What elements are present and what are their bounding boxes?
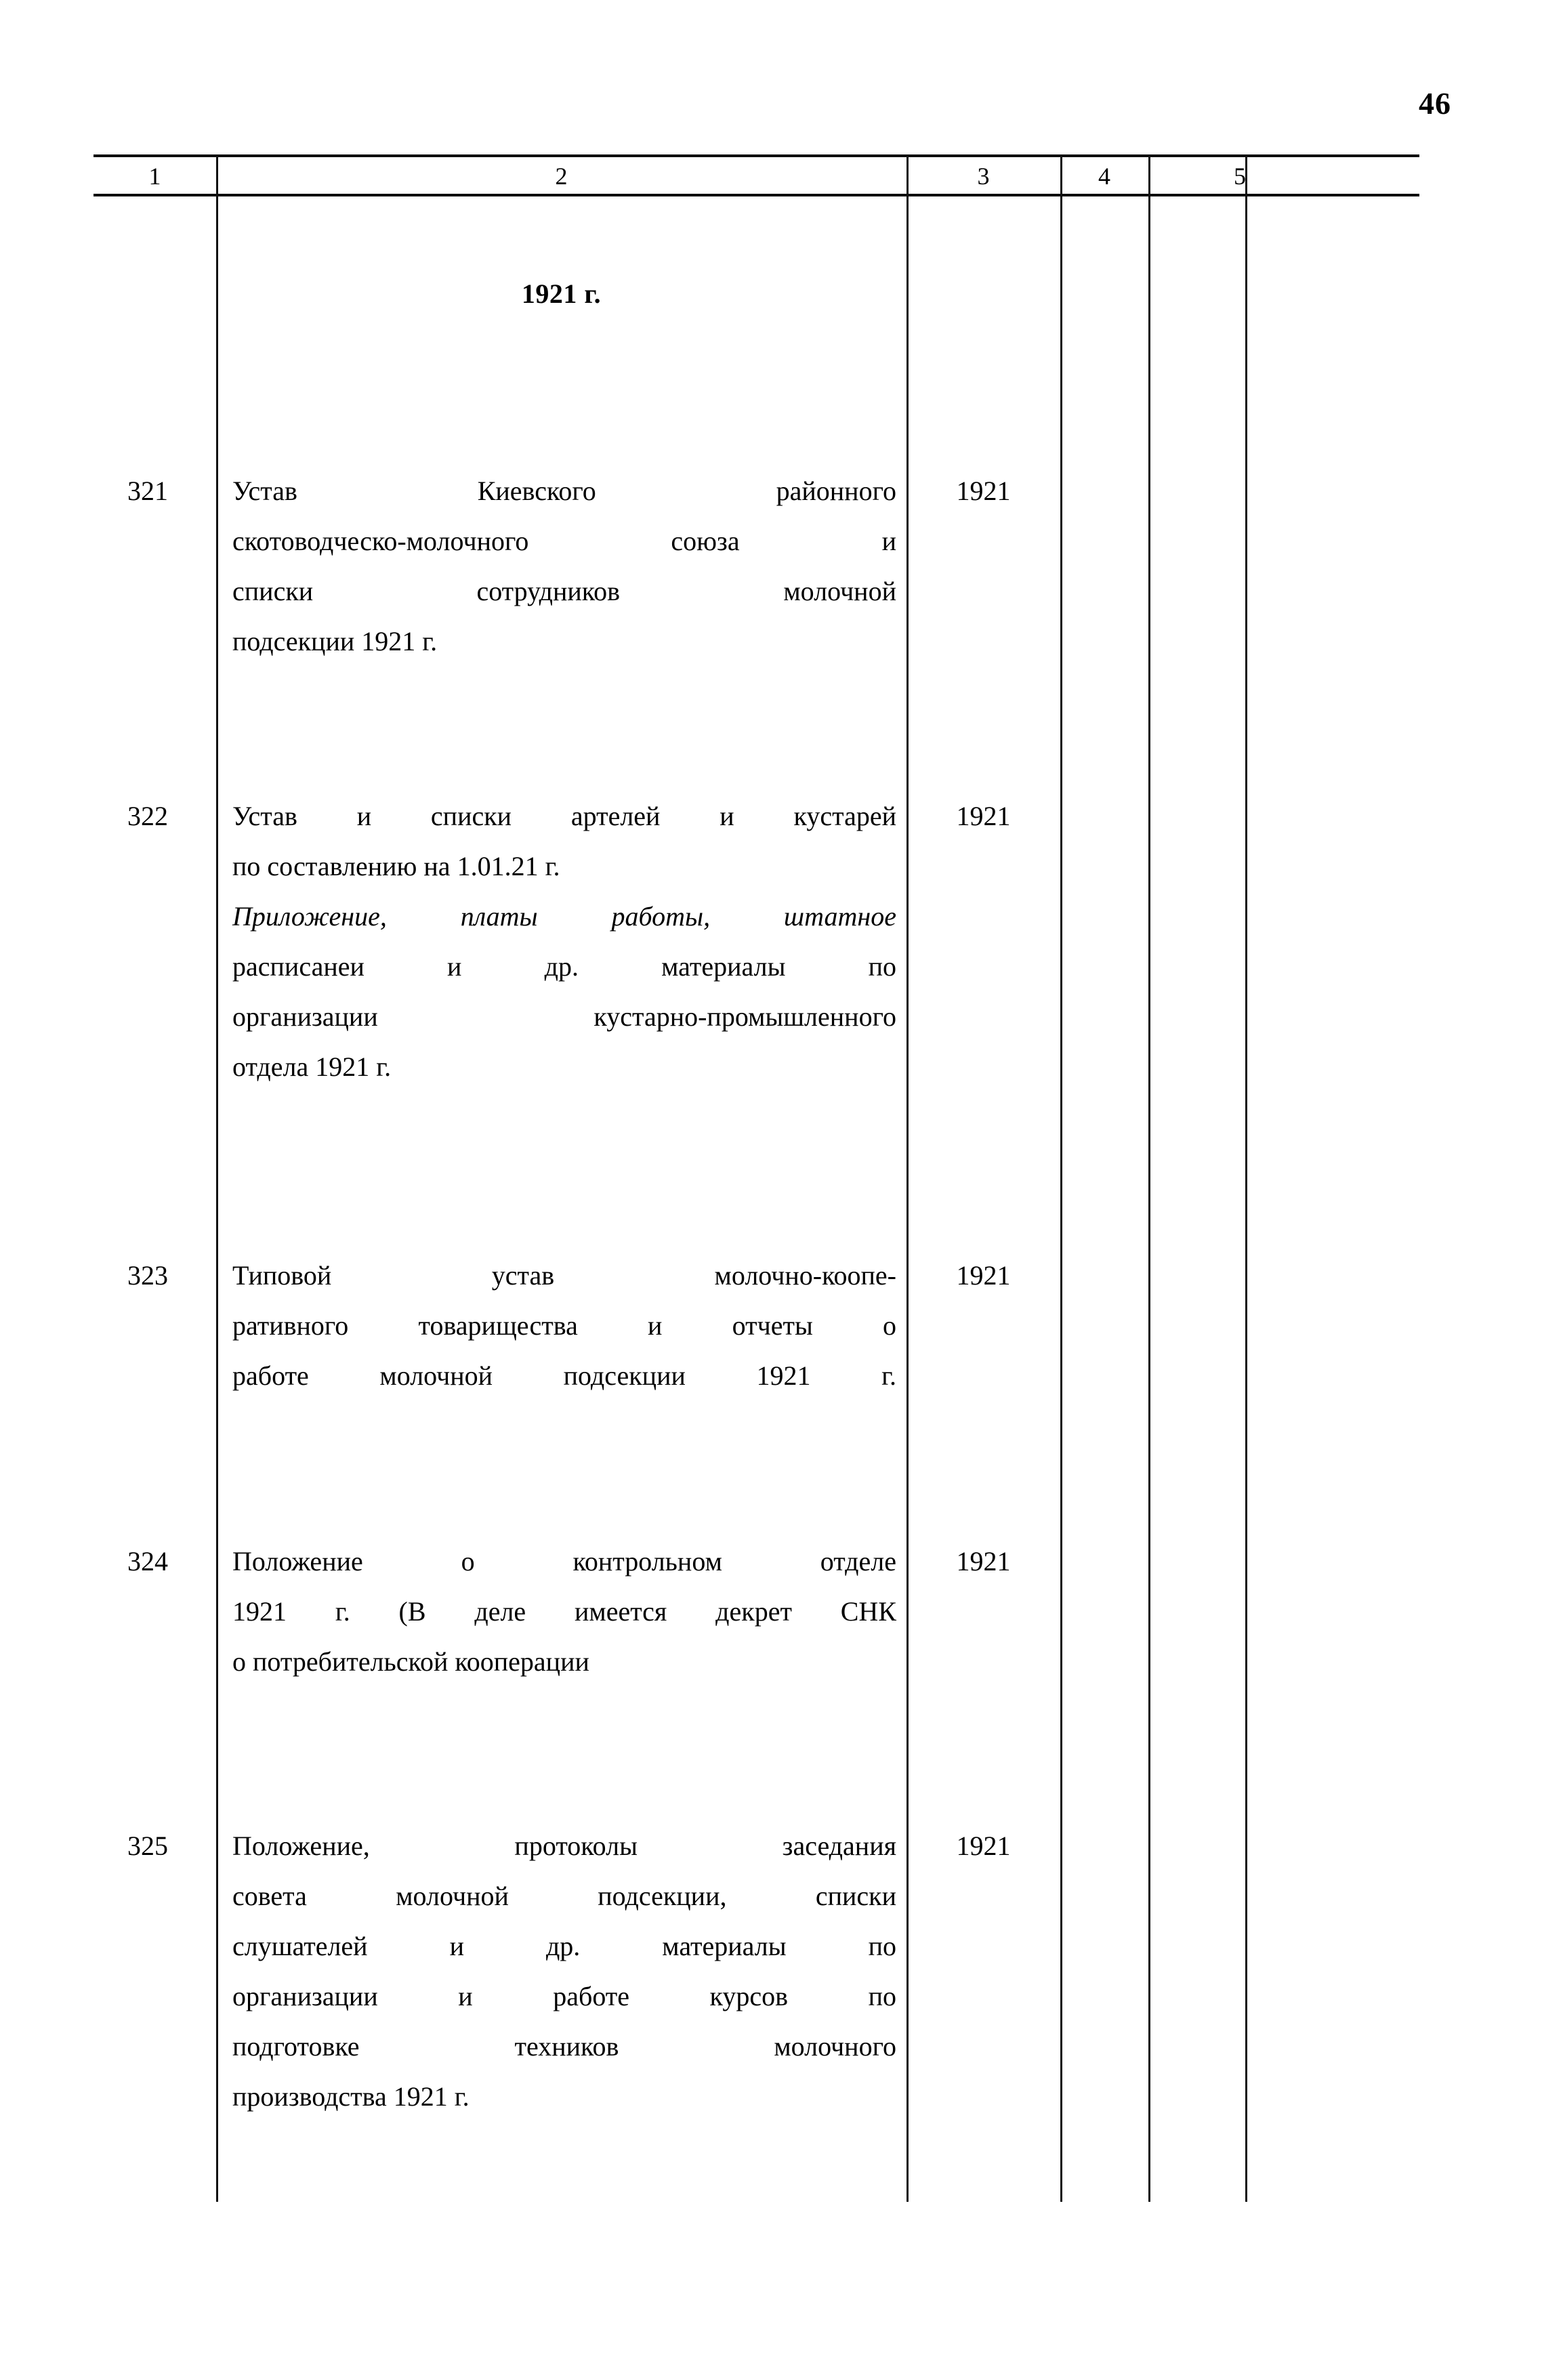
description-line: подготовке техников молочного — [232, 2031, 896, 2062]
description-line: Положение, протоколы заседания — [232, 1831, 896, 1861]
column-header-5: 5 — [1234, 163, 1246, 190]
description-line: работе молочной подсекции 1921 г. — [232, 1360, 896, 1391]
description-line: расписанеи и др. материалы по — [232, 951, 896, 982]
description-line: Устав Киевского районного — [232, 476, 896, 506]
description-line: Устав и списки артелей и кустарей — [232, 801, 896, 831]
description-line: подсекции 1921 г. — [232, 626, 438, 656]
row-description — [232, 1251, 896, 1401]
column-header-3: 3 — [977, 163, 990, 190]
table-top-border — [93, 154, 1419, 157]
column-divider-2 — [906, 156, 909, 2202]
row-item-number: 323 — [127, 1260, 168, 1291]
row-description — [232, 791, 896, 1092]
column-header-4: 4 — [1098, 163, 1110, 190]
row-date: 1921 — [956, 1260, 1011, 1291]
description-line: скотоводческо-молочного союза и — [232, 526, 896, 556]
description-line: совета молочной подсекции, списки — [232, 1881, 896, 1911]
row-item-number: 325 — [127, 1831, 168, 1861]
row-date: 1921 — [956, 801, 1011, 831]
description-line: по составлению на 1.01.21 г. — [232, 851, 560, 881]
section-heading-year: 1921 г. — [521, 278, 602, 309]
column-divider-1 — [216, 156, 218, 2202]
column-header-1: 1 — [148, 163, 161, 190]
description-line: Приложение, платы работы, штатное — [232, 901, 896, 932]
column-divider-3 — [1060, 156, 1062, 2202]
description-line: производства 1921 г. — [232, 2081, 470, 2112]
row-description — [232, 1821, 896, 2122]
column-divider-4 — [1148, 156, 1150, 2202]
description-line: слушателей и др. материалы по — [232, 1931, 896, 1961]
description-line: ративного товарищества и отчеты о — [232, 1310, 896, 1341]
description-line: Положение о контрольном отделе — [232, 1546, 896, 1577]
column-header-2: 2 — [555, 163, 568, 190]
description-line: списки сотрудников молочной — [232, 576, 896, 606]
description-line: Типовой устав молочно-коопе- — [232, 1260, 896, 1291]
description-line: отдела 1921 г. — [232, 1051, 392, 1082]
column-divider-5 — [1245, 156, 1247, 2202]
inventory-table — [93, 154, 1419, 2202]
row-item-number: 324 — [127, 1546, 168, 1577]
row-description — [232, 466, 896, 667]
row-date: 1921 — [956, 1546, 1011, 1577]
description-line: организации кустарно-промышленного — [232, 1001, 896, 1032]
row-date: 1921 — [956, 476, 1011, 506]
page-number: 46 — [1419, 86, 1451, 121]
table-header-bottom-border — [93, 194, 1419, 196]
row-date: 1921 — [956, 1831, 1011, 1861]
row-item-number: 321 — [127, 476, 168, 506]
description-line: организации и работе курсов по — [232, 1981, 896, 2011]
row-description — [232, 1537, 896, 1687]
row-item-number: 322 — [127, 801, 168, 831]
description-line: о потребительской кооперации — [232, 1646, 589, 1677]
description-line: 1921 г. (В деле имеется декрет СНК — [232, 1596, 896, 1627]
